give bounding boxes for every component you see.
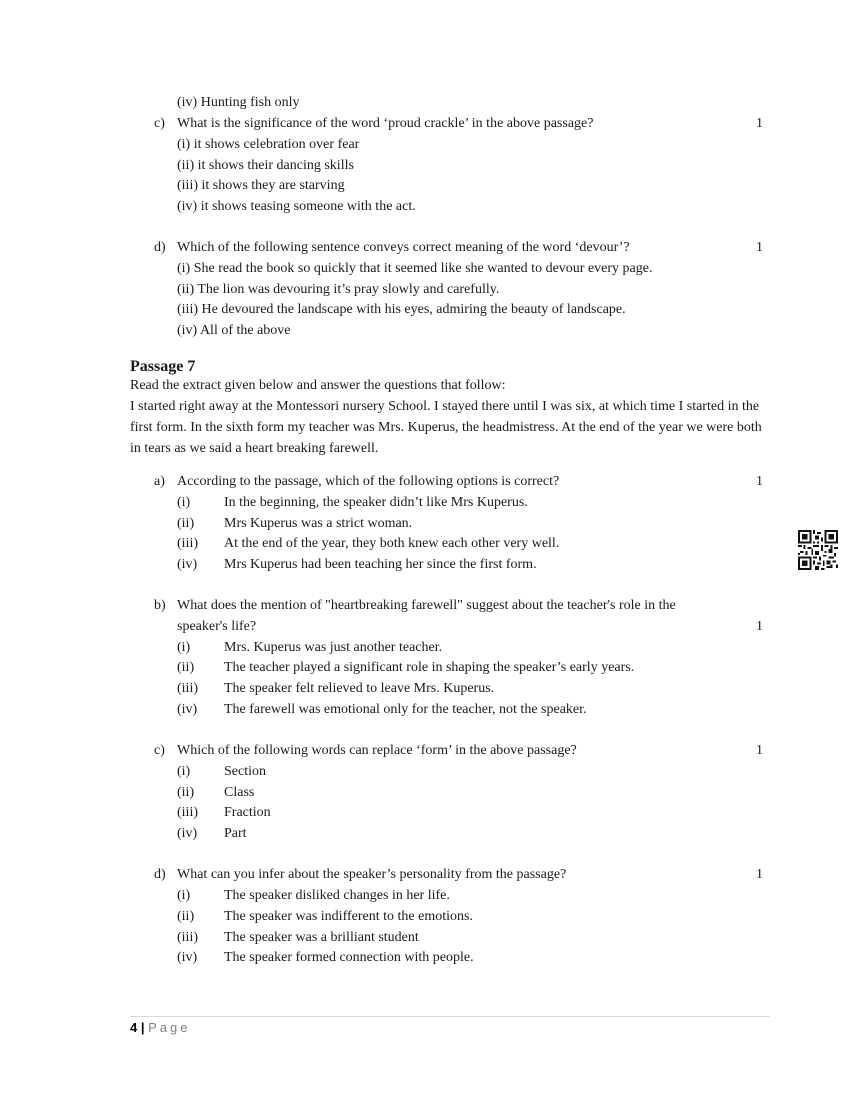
option: (ii) The lion was devouring it’s pray slowly and carefully. xyxy=(177,282,500,297)
question-mark: 1 xyxy=(756,116,763,131)
option: (iv) All of the above xyxy=(177,323,291,338)
option-text: Fraction xyxy=(224,805,271,820)
option-text: Section xyxy=(224,764,266,779)
footer-rule xyxy=(130,1016,770,1017)
question-label: b) xyxy=(154,598,166,613)
question-label: c) xyxy=(154,743,165,758)
option-text: The speaker was indifferent to the emotions. xyxy=(224,909,473,924)
option-text: The teacher played a significant role in shaping the speaker’s early years. xyxy=(224,660,635,675)
option-text: Class xyxy=(224,785,255,800)
page-footer xyxy=(130,1020,191,1036)
question-text-continued: speaker's life? xyxy=(177,619,257,634)
page-separator: | xyxy=(140,1020,145,1035)
option-text: The speaker disliked changes in her life. xyxy=(224,888,450,903)
option-text: Mrs. Kuperus was just another teacher. xyxy=(224,640,443,655)
option-number: (i) xyxy=(177,640,191,655)
option-number: (iii) xyxy=(177,930,198,945)
question-mark: 1 xyxy=(756,867,763,882)
option-number: (iii) xyxy=(177,805,198,820)
option-number: (iii) xyxy=(177,681,198,696)
question-mark: 1 xyxy=(756,474,763,489)
option-text: The farewell was emotional only for the teacher, not the speaker. xyxy=(224,702,587,717)
option-text: Mrs Kuperus had been teaching her since the first form. xyxy=(224,557,537,572)
question-label: d) xyxy=(154,867,166,882)
option-number: (iv) xyxy=(177,826,198,841)
question-label: c) xyxy=(154,116,165,131)
option-text: Part xyxy=(224,826,247,841)
qr-code-icon xyxy=(798,530,838,570)
question-label: d) xyxy=(154,240,166,255)
page-number: 4 xyxy=(130,1020,138,1035)
option-number: (iv) xyxy=(177,702,198,717)
option-text: The speaker felt relieved to leave Mrs. Kuperus. xyxy=(224,681,495,696)
option: (ii) it shows their dancing skills xyxy=(177,158,354,173)
option: (i) She read the book so quickly that it seemed like she wanted to devour every page. xyxy=(177,261,653,276)
question-mark: 1 xyxy=(756,240,763,255)
question-text: Which of the following sentence conveys correct meaning of the word ‘devour’? xyxy=(177,240,630,255)
option: (i) it shows celebration over fear xyxy=(177,137,360,152)
question-text: What can you infer about the speaker’s personality from the passage? xyxy=(177,867,567,882)
question-text: According to the passage, which of the following options is correct? xyxy=(177,474,560,489)
option-number: (i) xyxy=(177,888,191,903)
prev-option-iv: (iv) Hunting fish only xyxy=(177,95,300,110)
question-text: What is the significance of the word ‘proud crackle’ in the above passage? xyxy=(177,116,594,131)
question-mark: 1 xyxy=(756,619,763,634)
option-text: Mrs Kuperus was a strict woman. xyxy=(224,516,413,531)
passage-extract: I started right away at the Montessori nursery School. I stayed there until I was six, at which time I started in the first form. In the sixth form my teacher was Mrs. Kuperus, the headmistress. At the end of the year we were both in tears as we said a heart breaking farewell. xyxy=(130,399,762,456)
option-number: (iv) xyxy=(177,557,198,572)
option-number: (iv) xyxy=(177,950,198,965)
question-text: What does the mention of "heartbreaking farewell" suggest about the teacher's role in the xyxy=(177,598,676,613)
passage-heading: Passage 7 xyxy=(130,358,196,375)
option-number: (ii) xyxy=(177,909,195,924)
passage-instruction: Read the extract given below and answer the questions that follow: xyxy=(130,378,506,393)
option-number: (iii) xyxy=(177,536,198,551)
option: (iii) He devoured the landscape with his eyes, admiring the beauty of landscape. xyxy=(177,302,626,317)
question-mark: 1 xyxy=(756,743,763,758)
option-text: The speaker was a brilliant student xyxy=(224,930,419,945)
option-number: (i) xyxy=(177,495,191,510)
option-number: (i) xyxy=(177,764,191,779)
option-text: The speaker formed connection with people. xyxy=(224,950,474,965)
page-label: Page xyxy=(148,1020,191,1035)
option-text: In the beginning, the speaker didn’t like Mrs Kuperus. xyxy=(224,495,528,510)
question-text: Which of the following words can replace ‘form’ in the above passage? xyxy=(177,743,577,758)
question-label: a) xyxy=(154,474,165,489)
option-text: At the end of the year, they both knew each other very well. xyxy=(224,536,560,551)
option-number: (ii) xyxy=(177,516,195,531)
option: (iv) it shows teasing someone with the act. xyxy=(177,199,416,214)
option: (iii) it shows they are starving xyxy=(177,178,345,193)
option-number: (ii) xyxy=(177,660,195,675)
option-number: (ii) xyxy=(177,785,195,800)
